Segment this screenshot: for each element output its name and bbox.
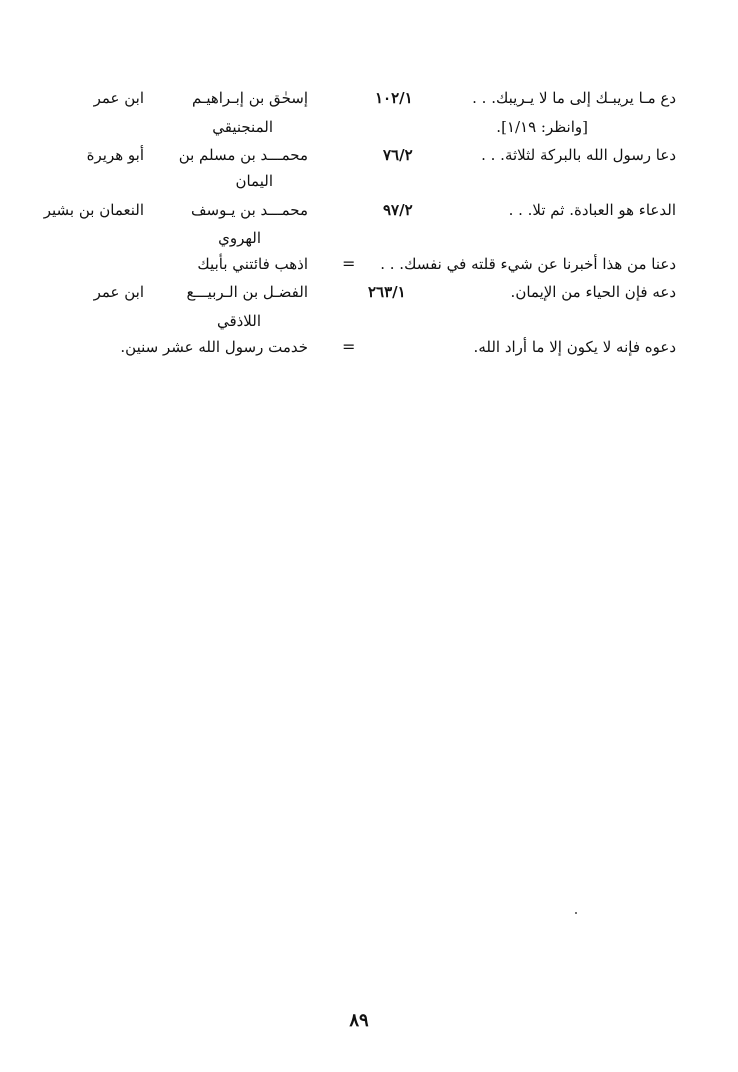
hadith-text: دعا رسول الله بالبركة لثلاثة. . . (481, 146, 676, 164)
narrator-name: إسحٰق بن إبـراهيـم (191, 89, 308, 107)
ditto-mark: = (342, 254, 356, 273)
companion-name: أبو هريرة (86, 146, 144, 164)
narrator-name: محمـــد بن يـوسف (191, 201, 308, 219)
ditto-mark: = (342, 337, 356, 356)
hadith-text: دعنا من هذا أخبرنا عن شيء قلته في نفسك. . . (380, 255, 676, 273)
scan-speck (575, 912, 577, 914)
hadith-text: دعوه فإنه لا يكون إلا ما أراد الله. (473, 338, 676, 356)
narrator-name: الفضـل بن الـربيـــع (186, 283, 308, 301)
page-number: ٨٩ (349, 1010, 369, 1031)
narrator-name-continuation: اليمان (235, 172, 273, 190)
companion-name: النعمان بن بشير (43, 201, 144, 219)
reference-number: ٢٦٣/١ (368, 283, 406, 301)
reference-number: ٧٦/٢ (383, 146, 413, 164)
companion-name: ابن عمر (93, 283, 144, 301)
narrator-name-continuation: اللاذقي (216, 312, 261, 330)
hadith-text: دعه فإن الحياء من الإيمان. (510, 283, 676, 301)
narrator-name: خدمت رسول الله عشر سنين. (120, 338, 308, 356)
narrator-name-continuation: المنجنيقي (212, 118, 273, 136)
reference-number: ٩٧/٢ (383, 201, 413, 219)
companion-name: ابن عمر (93, 89, 144, 107)
narrator-name-continuation: الهروي (218, 229, 261, 247)
narrator-name: محمـــد بن مسلم بن (178, 146, 308, 164)
hadith-text: الدعاء هو العبادة. ثم تلا. . . (508, 201, 676, 219)
narrator-name: اذهب فائتني بأبيك (197, 255, 308, 273)
reference-number: ١٠٢/١ (375, 89, 413, 107)
hadith-text-continuation: [وانظر: ١/١٩]. (496, 118, 588, 136)
hadith-text: دع مـا يريبـك إلى ما لا يـريبك. . . (472, 89, 676, 107)
